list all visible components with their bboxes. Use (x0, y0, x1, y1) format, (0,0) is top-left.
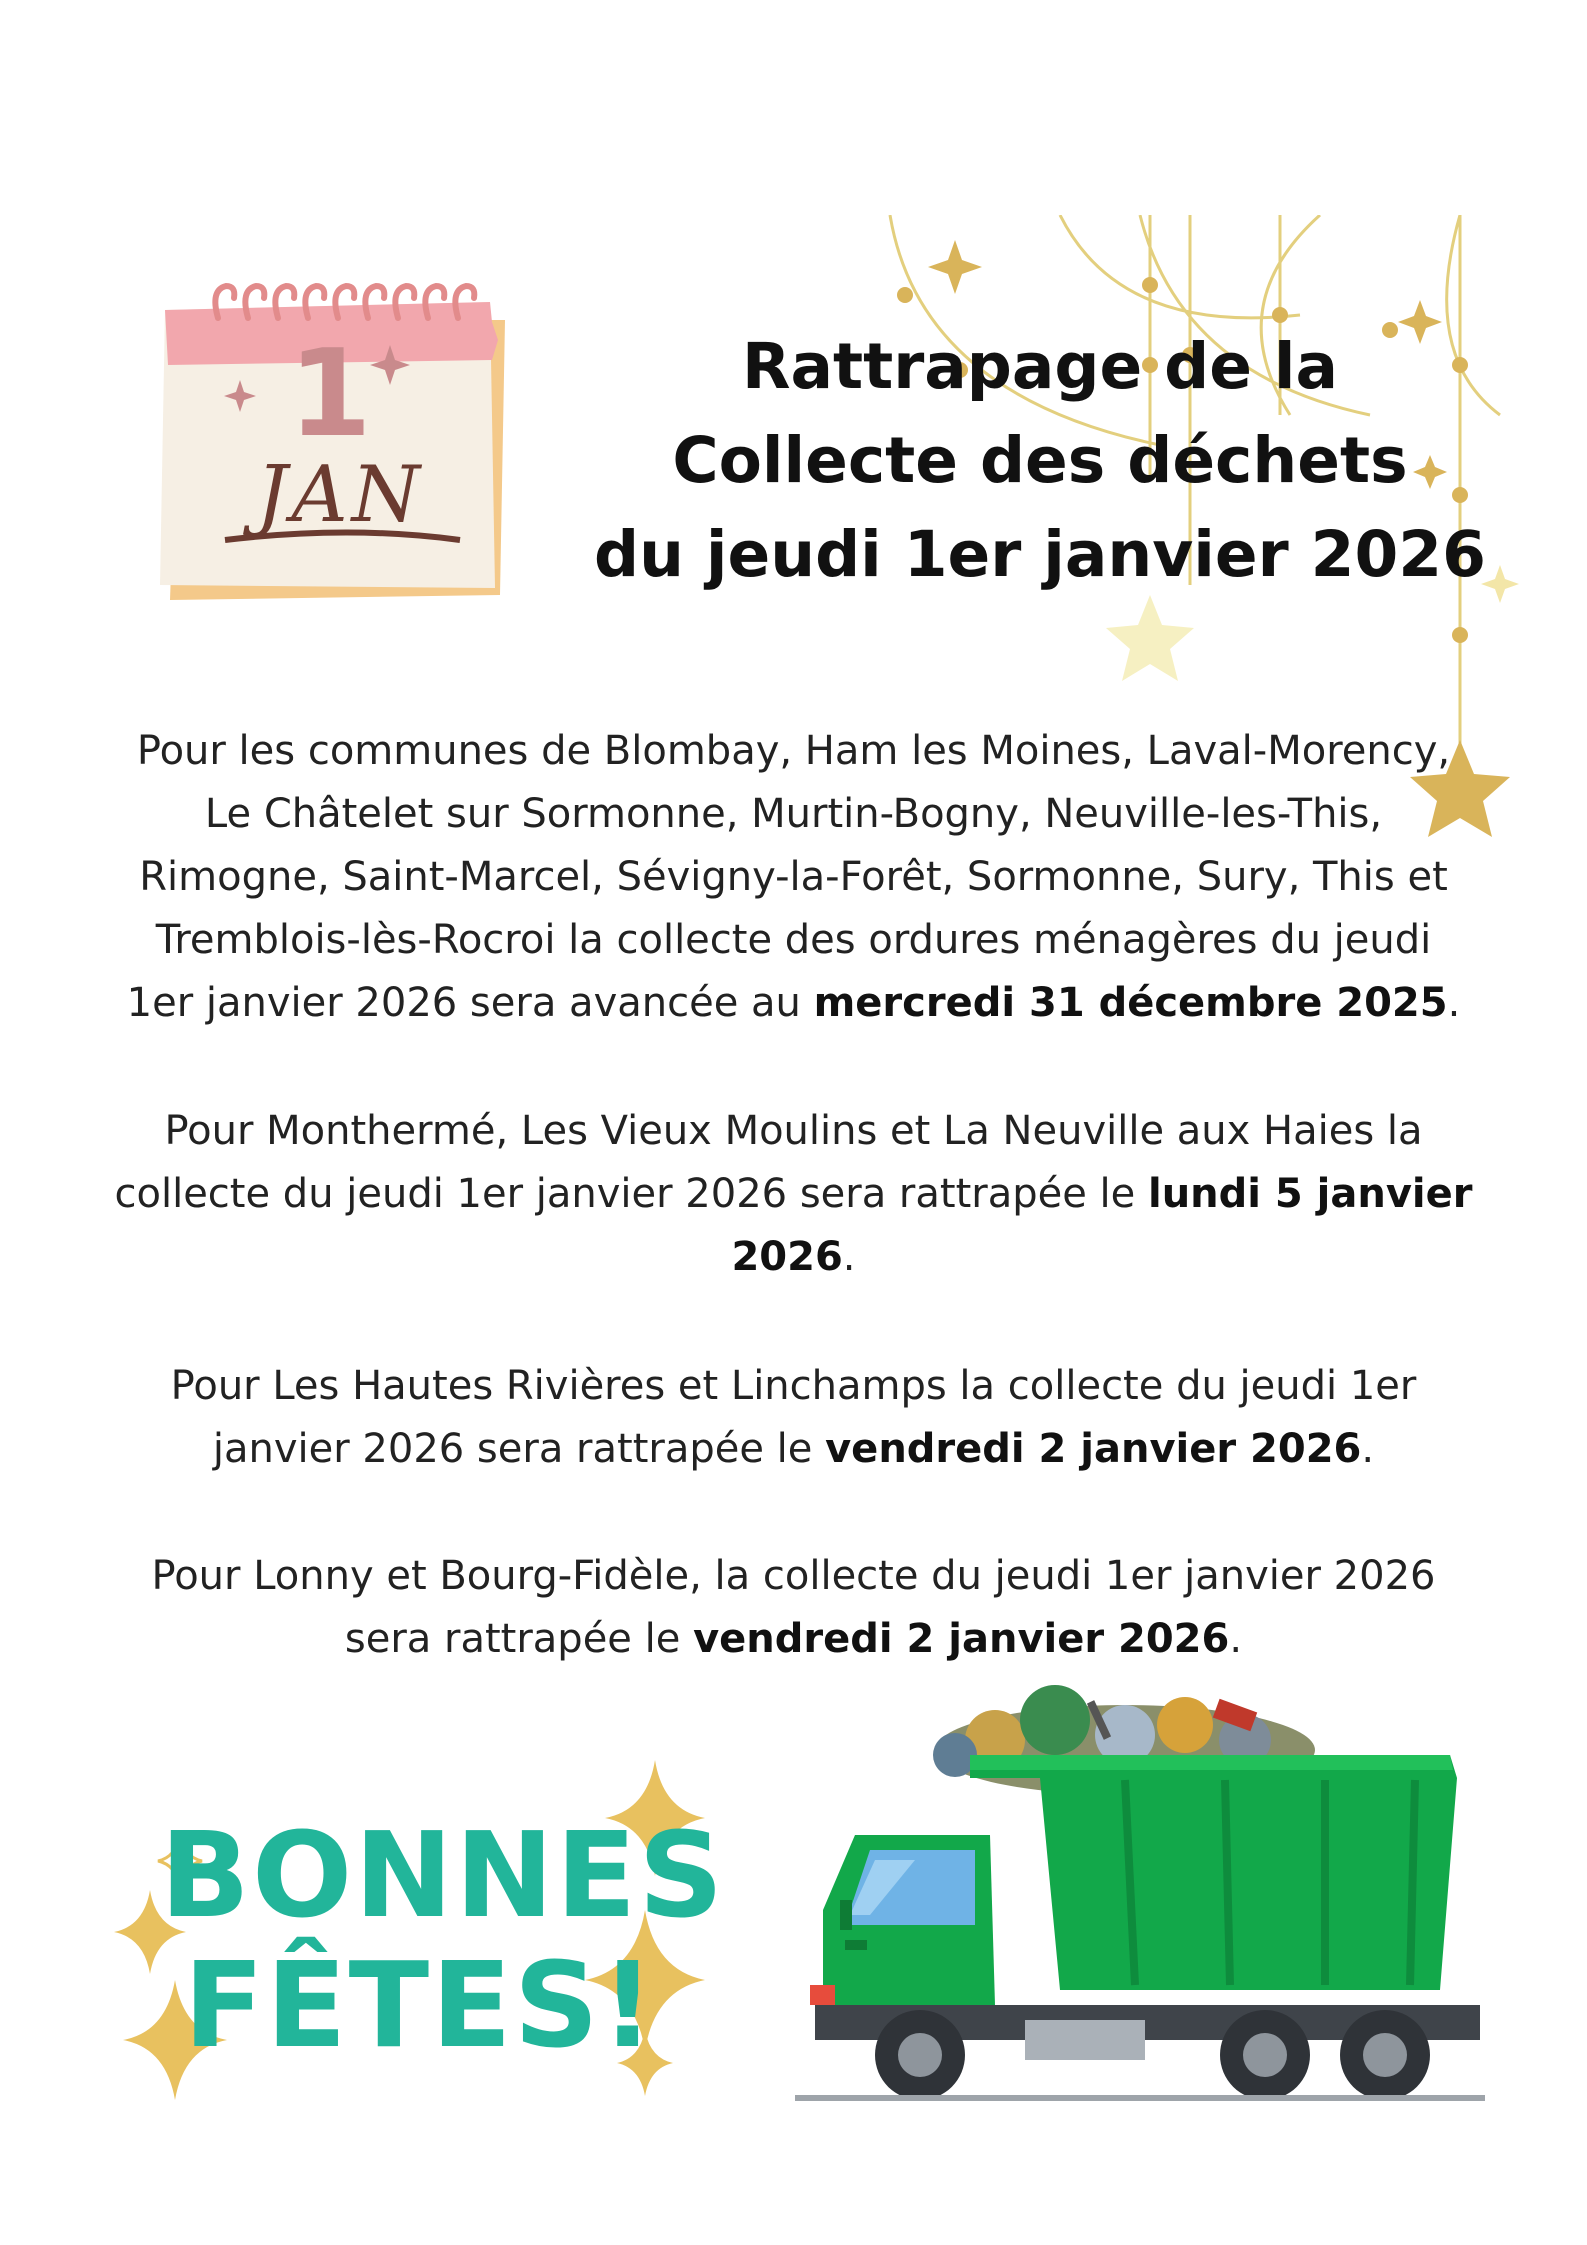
text-segment: . (1229, 1616, 1243, 1662)
greeting-text (160, 1806, 726, 2074)
paragraph-communes-avancee (100, 720, 1487, 1035)
text-segment: . (1361, 1426, 1375, 1472)
text-line: Rimogne, Saint-Marcel, Sévigny-la-Forêt, Sormonne, Sury, This et (139, 854, 1448, 900)
text-line (100, 972, 1487, 1035)
text-line (100, 1226, 1487, 1289)
greeting-line: FÊTES! (183, 1936, 657, 2074)
text-line (100, 1163, 1487, 1226)
paragraph-lonny (100, 1545, 1487, 1671)
paragraph-montherme (100, 1100, 1487, 1289)
text-segment: . (1447, 980, 1461, 1026)
text-line: Le Châtelet sur Sormonne, Murtin-Bogny, Neuville-les-This, (204, 791, 1383, 837)
page-title (560, 320, 1520, 602)
text-line: Pour Les Hautes Rivières et Linchamps la collecte du jeudi 1er (170, 1363, 1417, 1409)
paragraph-hautes-rivieres (100, 1355, 1487, 1481)
text-segment: . (842, 1234, 856, 1280)
text-line: Pour Monthermé, Les Vieux Moulins et La Neuville aux Haies la (164, 1108, 1423, 1154)
text-line: Pour Lonny et Bourg-Fidèle, la collecte du jeudi 1er janvier 2026 (151, 1553, 1436, 1599)
date-highlight: vendredi 2 janvier 2026 (825, 1426, 1362, 1472)
garbage-truck-icon (795, 1660, 1495, 2105)
text-segment: sera rattrapée le (344, 1616, 681, 1662)
date-highlight: mercredi 31 décembre 2025 (813, 980, 1448, 1026)
text-segment: collecte du jeudi 1er janvier 2026 sera rattrapée le (114, 1171, 1136, 1217)
text-segment: janvier 2026 sera rattrapée le (212, 1426, 813, 1472)
calendar-month: JAN (256, 450, 424, 540)
greeting-line: BONNES (160, 1806, 726, 1944)
text-line: Pour les communes de Blombay, Ham les Moines, Laval-Morency, (136, 728, 1451, 774)
date-highlight: vendredi 2 janvier 2026 (693, 1616, 1230, 1662)
text-line: Tremblois-lès-Rocroi la collecte des ordures ménagères du jeudi (155, 917, 1432, 963)
title-line: Rattrapage de la (741, 330, 1339, 403)
calendar-day: 1 (288, 325, 372, 464)
text-segment: 1er janvier 2026 sera avancée au (126, 980, 801, 1026)
date-highlight: lundi 5 janvier (1147, 1171, 1473, 1217)
title-line: du jeudi 1er janvier 2026 (594, 518, 1486, 591)
title-line: Collecte des déchets (672, 424, 1408, 497)
text-line (100, 1418, 1487, 1481)
date-highlight: 2026 (731, 1234, 843, 1280)
